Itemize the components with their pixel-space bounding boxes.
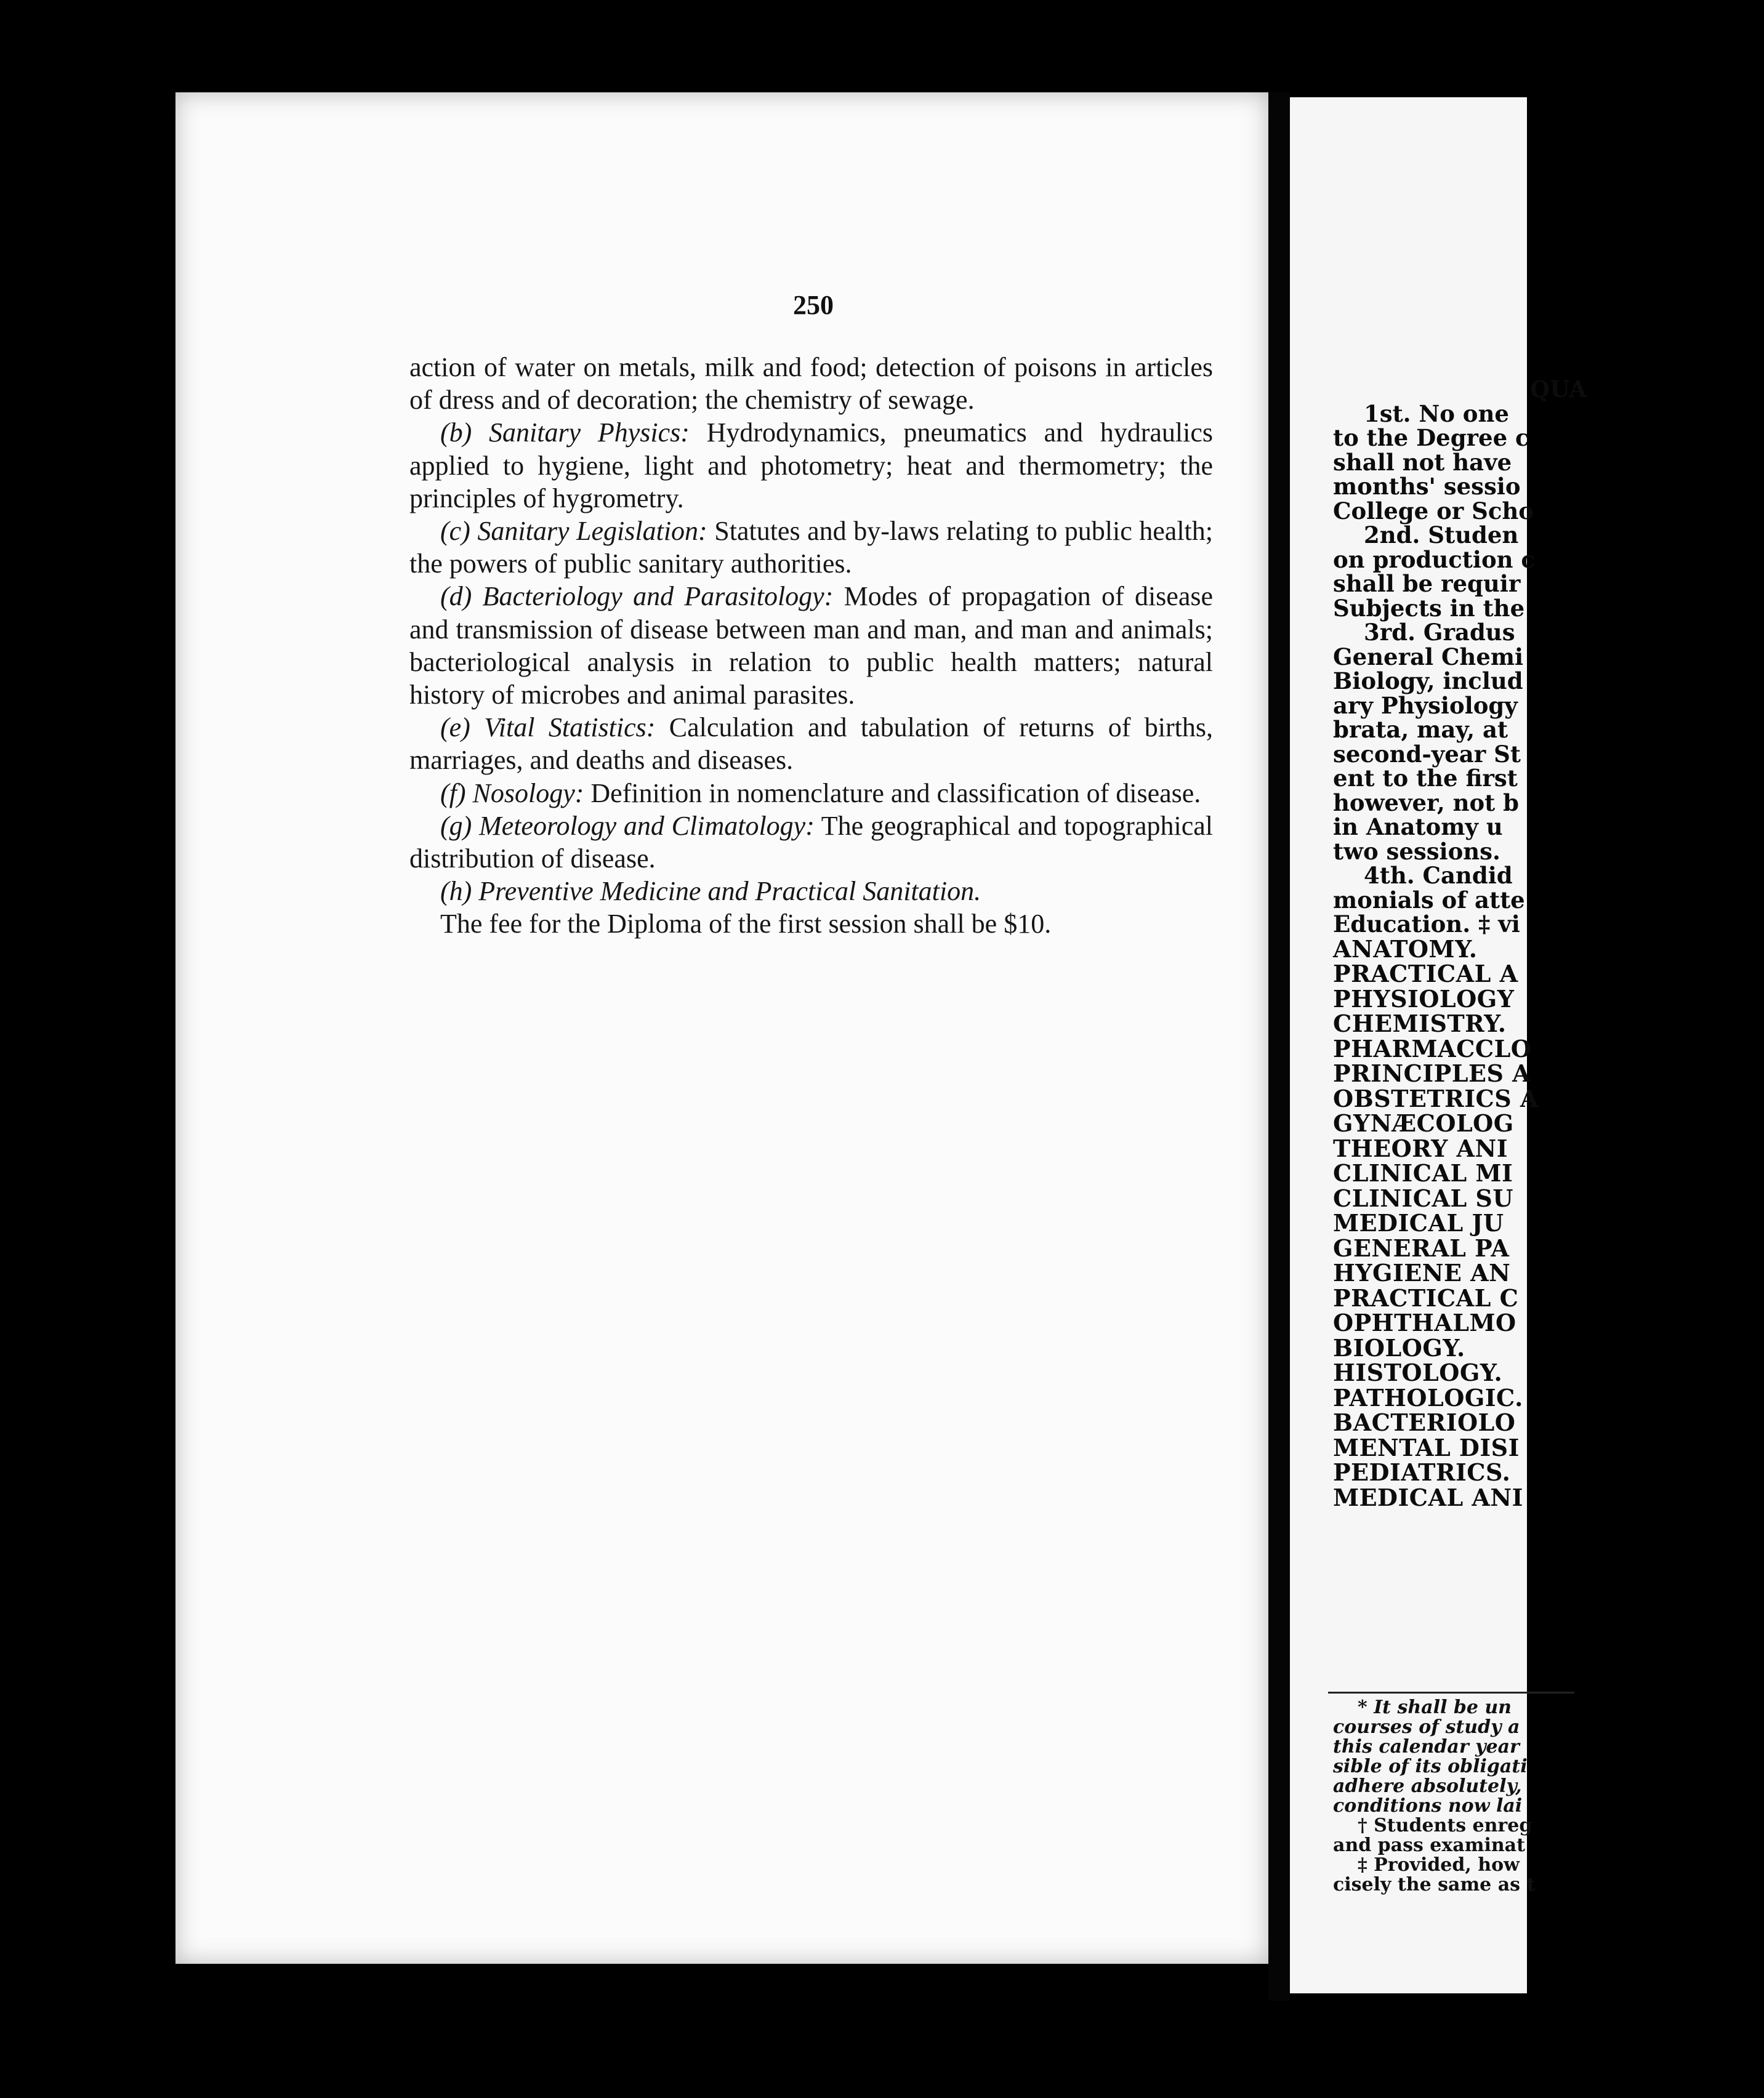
subject-item: PHYSIOLOGY [1333, 984, 1515, 1013]
right-line: 4th. Candid [1364, 862, 1513, 889]
footnote-line: * It shall be un [1358, 1697, 1512, 1718]
paragraph-vital-statistics: (e) Vital Statistics: Calculation and tabulation of returns of births, marriages, and deaths and diseases. [409, 712, 1214, 776]
right-line: 2nd. Studen [1364, 521, 1519, 549]
right-heading: QUA [1530, 376, 1587, 403]
book-gutter [1268, 92, 1290, 2001]
footnote-line: adhere absolutely, [1333, 1775, 1522, 1797]
right-line: College or Scho [1333, 497, 1534, 524]
right-line: however, not b [1333, 789, 1519, 816]
footnote-line: conditions now lai [1333, 1795, 1523, 1817]
right-line: ary Physiology [1333, 691, 1518, 719]
subject-item: BACTERIOLO [1333, 1409, 1516, 1436]
right-line: General Chemi [1333, 643, 1524, 670]
paragraph-sanitary-legislation: (c) Sanitary Legislation: Statutes and by-laws relating to public health; the powers of public sanitary authorities. [409, 516, 1213, 579]
subject-item: CLINICAL MI [1333, 1159, 1513, 1187]
footnote-line: ‡ Provided, how [1358, 1854, 1520, 1876]
subject-item: PATHOLOGIC. [1333, 1383, 1523, 1412]
paragraph-meteorology: (g) Meteorology and Climatology: The geographical and topographical distribution of disease. [409, 810, 1213, 874]
right-line: second-year St [1333, 740, 1521, 768]
subject-item: MEDICAL JU [1333, 1209, 1504, 1237]
footnotes [1333, 1698, 1764, 1895]
subject-item: PRACTICAL A [1333, 960, 1518, 987]
paragraph-preventive-medicine [409, 875, 1213, 907]
right-line: two sessions. [1333, 837, 1500, 865]
subject-item: MENTAL DISI [1333, 1433, 1520, 1461]
subject-item: BIOLOGY. [1333, 1333, 1465, 1362]
right-line: brata, may, at [1333, 716, 1508, 743]
subject-item: PHARMACCLO [1333, 1034, 1532, 1063]
paragraph-chemistry-continued: action of water on metals, milk and food; detection of poisons in articles of dress and of decoration; the chemistry of sewage. [409, 352, 1213, 416]
paragraph-diploma-fee: The fee for the Diploma of the first session shall be $10. [440, 909, 1052, 939]
footnote-line: sible of its obligati [1333, 1756, 1528, 1777]
footnote-line: courses of study a [1333, 1716, 1520, 1738]
paragraph-nosology: (f) Nosology: Definition in nomenclature and classification of disease. [440, 778, 1201, 808]
paragraph-label: (h) Preventive Medicine and Practical Sanitation. [440, 876, 981, 907]
subject-item: MEDICAL ANI [1333, 1483, 1523, 1511]
right-page [1290, 97, 1587, 1993]
subject-item: ANATOMY. [1333, 934, 1478, 963]
subject-item: OBSTETRICS A [1333, 1084, 1539, 1112]
right-line: shall not have [1333, 448, 1512, 476]
footnote-line: this calendar year [1333, 1736, 1520, 1758]
right-line: Biology, includ [1333, 667, 1523, 694]
right-line: shall be requir [1333, 570, 1521, 597]
subject-list [1333, 934, 1764, 1511]
paragraph-label: (g) Meteorology and Climatology: [440, 810, 815, 841]
right-line: monials of atte [1333, 886, 1525, 914]
right-line: months' sessio [1333, 473, 1521, 500]
subject-item: OPHTHALMO [1333, 1309, 1516, 1336]
right-line: in Anatomy u [1333, 813, 1503, 840]
subject-item: CHEMISTRY. [1333, 1010, 1507, 1037]
paragraph-label: (d) Bacteriology and Parasitology: [440, 581, 834, 612]
right-line: Education. ‡ vi [1333, 910, 1520, 938]
paragraph-label: (e) Vital Statistics: [440, 712, 656, 743]
subject-item: THEORY ANI [1333, 1134, 1508, 1162]
right-line: 3rd. Gradus [1364, 619, 1515, 646]
right-line: Subjects in the [1333, 594, 1525, 622]
subject-item: CLINICAL SU [1333, 1184, 1514, 1212]
paragraph-bacteriology: (d) Bacteriology and Parasitology: Modes of propagation of disease and transmission of disease between man and man, and man and animals; bacteriological analysis in relation to public health matters; natural history of microbes and animal parasites. [409, 581, 1213, 710]
subject-item: HYGIENE AN [1333, 1259, 1511, 1287]
right-line: ent to the first [1333, 765, 1518, 792]
paragraph-label: (c) Sanitary Legislation: [440, 516, 707, 547]
subject-item: GYNÆCOLOG [1333, 1109, 1514, 1137]
footnote-line: and pass examinat [1333, 1835, 1525, 1856]
left-page-body [409, 351, 1213, 941]
subject-item: HISTOLOGY. [1333, 1359, 1503, 1386]
paragraph-sanitary-physics: (b) Sanitary Physics: Hydrodynamics, pneumatics and hydraulics applied to hygiene, light and photometry; heat and thermometry; the principles of hygrometry. [409, 417, 1213, 513]
footnote-line: † Students enreg [1358, 1815, 1532, 1836]
page-number: 250 [793, 290, 834, 320]
right-line: to the Degree c [1333, 424, 1529, 451]
footnote-line: cisely the same as t [1333, 1874, 1536, 1895]
subject-item: PRINCIPLES A [1333, 1059, 1531, 1087]
right-page-text [1333, 377, 1764, 1510]
right-line: 1st. No one [1364, 400, 1509, 427]
subject-item: PEDIATRICS. [1333, 1458, 1511, 1486]
subject-item: GENERAL PA [1333, 1234, 1510, 1262]
paragraph-label: (b) Sanitary Physics: [440, 417, 690, 448]
paragraph-label: (f) Nosology: [440, 778, 584, 808]
right-line: on production c [1333, 545, 1535, 573]
subject-item: PRACTICAL C [1333, 1284, 1519, 1312]
right-lines [1333, 402, 1764, 937]
footnote-rule [1328, 1692, 1574, 1694]
